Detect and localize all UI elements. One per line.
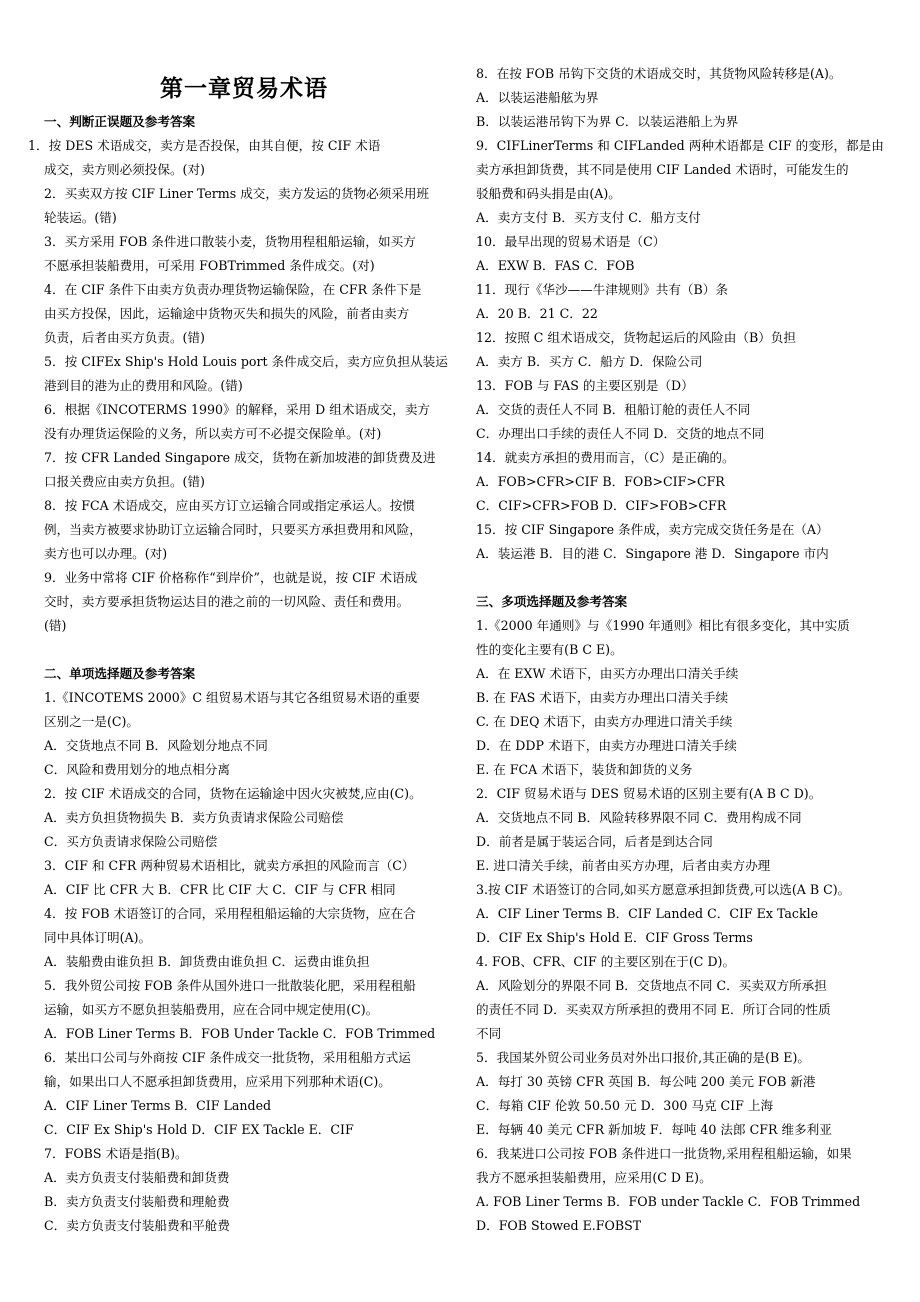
text-line: (错) <box>44 618 67 633</box>
text-line: 区别之一是(C)。 <box>44 714 140 729</box>
text-line: A．FOB>CFR>CIF B．FOB>CIF>CFR <box>476 474 725 489</box>
section-heading-true-false: 一、判断正误题及参考答案 <box>44 114 196 129</box>
text-line: 例，当卖方被要求协助订立运输合同时，只要买方承担费用和风险， <box>44 522 422 537</box>
text-line: B. 在 FAS 术语下，由卖方办理出口清关手续 <box>476 690 729 705</box>
text-line: 1．按 DES 术语成交，卖方是否投保，由其自便，按 CIF 术语 <box>28 138 381 153</box>
text-line: 7．按 CFR Landed Singapore 成交，货物在新加坡港的卸货费及进 <box>44 450 436 465</box>
text-line: A．在 EXW 术语下，由买方办理出口清关手续 <box>476 666 739 681</box>
text-line: 由买方投保，因此，运输途中货物灭失和损失的风险，前者由卖方 <box>44 306 410 321</box>
text-line: 3．买方采用 FOB 条件进口散装小麦，货物用程租船运输，如买方 <box>44 234 416 249</box>
text-line: A．卖方负担货物损失 B．卖方负责请求保险公司赔偿 <box>44 810 344 825</box>
text-line: 2．买卖双方按 CIF Liner Terms 成交，卖方发运的货物必须采用班 <box>44 186 430 201</box>
text-line: A．CIF 比 CFR 大 B．CFR 比 CIF 大 C．CIF 与 CFR 相同 <box>44 882 396 897</box>
text-line: 口报关费应由卖方负担。(错) <box>44 474 205 489</box>
text-line: 性的变化主要有(B C E)。 <box>476 642 623 657</box>
text-line: 6．某出口公司与外商按 CIF 条件成交一批货物，采用租船方式运 <box>44 1050 411 1065</box>
text-line: 运输，如买方不愿负担装船费用，应在合同中规定使用(C)。 <box>44 1002 379 1017</box>
text-line: 11．现行《华沙——牛津规则》共有（B）条 <box>476 282 728 297</box>
text-line: 没有办理货运保险的义务，所以卖方可不必提交保险单。(对) <box>44 426 382 441</box>
text-line: B．以装运港吊钩下为界 C．以装运港船上为界 <box>476 114 739 129</box>
text-line: 1.《INCOTEMS 2000》C 组贸易术语与其它各组贸易术语的重要 <box>44 690 421 705</box>
text-line: 4．按 FOB 术语签订的合同，采用程租船运输的大宗货物，应在合 <box>44 906 416 921</box>
text-line: 3.按 CIF 术语签订的合同,如买方愿意承担卸货费,可以选(A B C)。 <box>476 882 851 897</box>
text-line: 6．我某进口公司按 FOB 条件进口一批货物,采用程租船运输，如果 <box>476 1146 852 1161</box>
text-line: C．CIF Ex Ship's Hold D．CIF EX Tackle E．CIF <box>44 1122 354 1137</box>
text-line: 8．按 FCA 术语成交，应由买方订立运输合同或指定承运人。按惯 <box>44 498 415 513</box>
text-line: E. 进口清关手续，前者由买方办理，后者由卖方办理 <box>476 858 771 873</box>
text-line: A．CIF Liner Terms B．CIF Landed C．CIF Ex Tackle <box>476 906 819 921</box>
text-line: C．买方负责请求保险公司赔偿 <box>44 834 218 849</box>
text-line: 的责任不同 D．买卖双方所承担的费用不同 E．所订合同的性质 <box>476 1002 831 1017</box>
text-line: A．装船费由谁负担 B．卸货费由谁负担 C．运费由谁负担 <box>44 954 370 969</box>
text-line: A．风险划分的界限不同 B．交货地点不同 C．买卖双方所承担 <box>476 978 827 993</box>
text-line: A．卖方 B．买方 C．船方 D．保险公司 <box>476 354 703 369</box>
page-title: 第一章贸易术语 <box>160 76 328 102</box>
text-line: C．办理出口手续的责任人不同 D．交货的地点不同 <box>476 426 765 441</box>
section-heading-single-choice: 二、单项选择题及参考答案 <box>44 666 196 681</box>
text-line: 交时，卖方要承担货物运达目的港之前的一切风险、责任和费用。 <box>44 594 410 609</box>
text-line: A．卖方支付 B．买方支付 C．船方支付 <box>476 210 701 225</box>
text-line: A. FOB Liner Terms B．FOB under Tackle C．FOB Trimmed <box>476 1194 861 1209</box>
section-heading-multiple-choice: 三、多项选择题及参考答案 <box>476 594 628 609</box>
text-line: A．以装运港船舷为界 <box>476 90 599 105</box>
text-line: C. 在 DEQ 术语下，由卖方办理进口清关手续 <box>476 714 733 729</box>
text-line: A．交货地点不同 B．风险转移界限不同 C．费用构成不同 <box>476 810 802 825</box>
text-line: A．EXW B．FAS C．FOB <box>476 258 635 273</box>
text-line: C．CIF>CFR>FOB D．CIF>FOB>CFR <box>476 498 727 513</box>
text-line: 港到目的港为止的费用和风险。(错) <box>44 378 243 393</box>
text-line: 输，如果出口人不愿承担卸货费用，应采用下列那种术语(C)。 <box>44 1074 391 1089</box>
text-line: A．装运港 B．目的港 C．Singapore 港 D．Singapore 市内 <box>476 546 829 561</box>
text-line: 5．我外贸公司按 FOB 条件从国外进口一批散装化肥，采用程租船 <box>44 978 416 993</box>
text-line: D．在 DDP 术语下，由卖方办理进口清关手续 <box>476 738 737 753</box>
text-line: 14．就卖方承担的费用而言，（C）是正确的。 <box>476 450 735 465</box>
text-line: A．FOB Liner Terms B．FOB Under Tackle C．FOB Trimmed <box>44 1026 436 1041</box>
text-line: C．卖方负责支付装船费和平舱费 <box>44 1218 230 1233</box>
text-line: B．卖方负责支付装船费和理舱费 <box>44 1194 230 1209</box>
text-line: 2．CIF 贸易术语与 DES 贸易术语的区别主要有(A B C D)。 <box>476 786 822 801</box>
text-line: A．交货的责任人不同 B．租船订舱的责任人不同 <box>476 402 751 417</box>
text-line: 驳船费和码头捐是由(A)。 <box>476 186 621 201</box>
text-line: A．卖方负责支付装船费和卸货费 <box>44 1170 230 1185</box>
text-line: 5．我国某外贸公司业务员对外出口报价,其正确的是(B E)。 <box>476 1050 810 1065</box>
text-line: A．交货地点不同 B．风险划分地点不同 <box>44 738 268 753</box>
text-line: D．FOB Stowed E.FOBST <box>476 1218 642 1233</box>
text-line: 我方不愿承担装船费用，应采用(C D E)。 <box>476 1170 712 1185</box>
text-line: 卖方也可以办理。(对) <box>44 546 168 561</box>
text-line: A．每打 30 英镑 CFR 英国 B．每公吨 200 美元 FOB 新港 <box>476 1074 816 1089</box>
text-line: E．每辆 40 美元 CFR 新加坡 F．每吨 40 法郎 CFR 维多利亚 <box>476 1122 832 1137</box>
text-line: 同中具体订明(A)。 <box>44 930 152 945</box>
text-line: 负责，后者由买方负责。(错) <box>44 330 205 345</box>
text-line: D．CIF Ex Ship's Hold E．CIF Gross Terms <box>476 930 753 945</box>
text-line: D．前者是属于装运合同，后者是到达合同 <box>476 834 713 849</box>
text-line: 13．FOB 与 FAS 的主要区别是（D） <box>476 378 694 393</box>
text-line: A．CIF Liner Terms B．CIF Landed <box>44 1098 272 1113</box>
text-line: 9．CIFLinerTerms 和 CIFLanded 两种术语都是 CIF 的变形，都是由 <box>476 138 884 153</box>
text-line: 7．FOBS 术语是指(B)。 <box>44 1146 188 1161</box>
text-line: 卖方承担卸货费，其不同是使用 CIF Landed 术语时，可能发生的 <box>476 162 849 177</box>
text-line: E. 在 FCA 术语下，装货和卸货的义务 <box>476 762 693 777</box>
text-line: 4. FOB、CFR、CIF 的主要区别在于(C D)。 <box>476 954 736 969</box>
text-line: A．20 B．21 C．22 <box>476 306 598 321</box>
text-line: 不同 <box>476 1026 502 1041</box>
text-line: 3．CIF 和 CFR 两种贸易术语相比，就卖方承担的风险而言（C） <box>44 858 415 873</box>
text-line: 4．在 CIF 条件下由卖方负责办理货物运输保险，在 CFR 条件下是 <box>44 282 422 297</box>
text-line: 15．按 CIF Singapore 条件成，卖方完成交货任务是在（A） <box>476 522 829 537</box>
text-line: 成交，卖方则必须投保。(对) <box>44 162 205 177</box>
text-line: 5．按 CIFEx Ship's Hold Louis port 条件成交后，卖方应负担从装运 <box>44 354 448 369</box>
text-line: 8．在按 FOB 吊钩下交货的术语成交时，其货物风险转移是(A)。 <box>476 66 842 81</box>
text-line: 6．根据《INCOTERMS 1990》的解释，采用 D 组术语成交，卖方 <box>44 402 431 417</box>
text-line: 轮装运。(错) <box>44 210 117 225</box>
text-line: 不愿承担装船费用，可采用 FOBTrimmed 条件成交。(对) <box>44 258 375 273</box>
text-line: 12．按照 C 组术语成交，货物起运后的风险由（B）负担 <box>476 330 796 345</box>
text-line: C．风险和费用划分的地点相分离 <box>44 762 230 777</box>
text-line: C．每箱 CIF 伦敦 50.50 元 D．300 马克 CIF 上海 <box>476 1098 774 1113</box>
text-line: 2．按 CIF 术语成交的合同，货物在运输途中因火灾被焚,应由(C)。 <box>44 786 422 801</box>
text-line: 9．业务中常将 CIF 价格称作“到岸价”，也就是说，按 CIF 术语成 <box>44 570 418 585</box>
text-line: 10．最早出现的贸易术语是（C） <box>476 234 666 249</box>
text-line: 1.《2000 年通则》与《1990 年通则》相比有很多变化，其中实质 <box>476 618 850 633</box>
